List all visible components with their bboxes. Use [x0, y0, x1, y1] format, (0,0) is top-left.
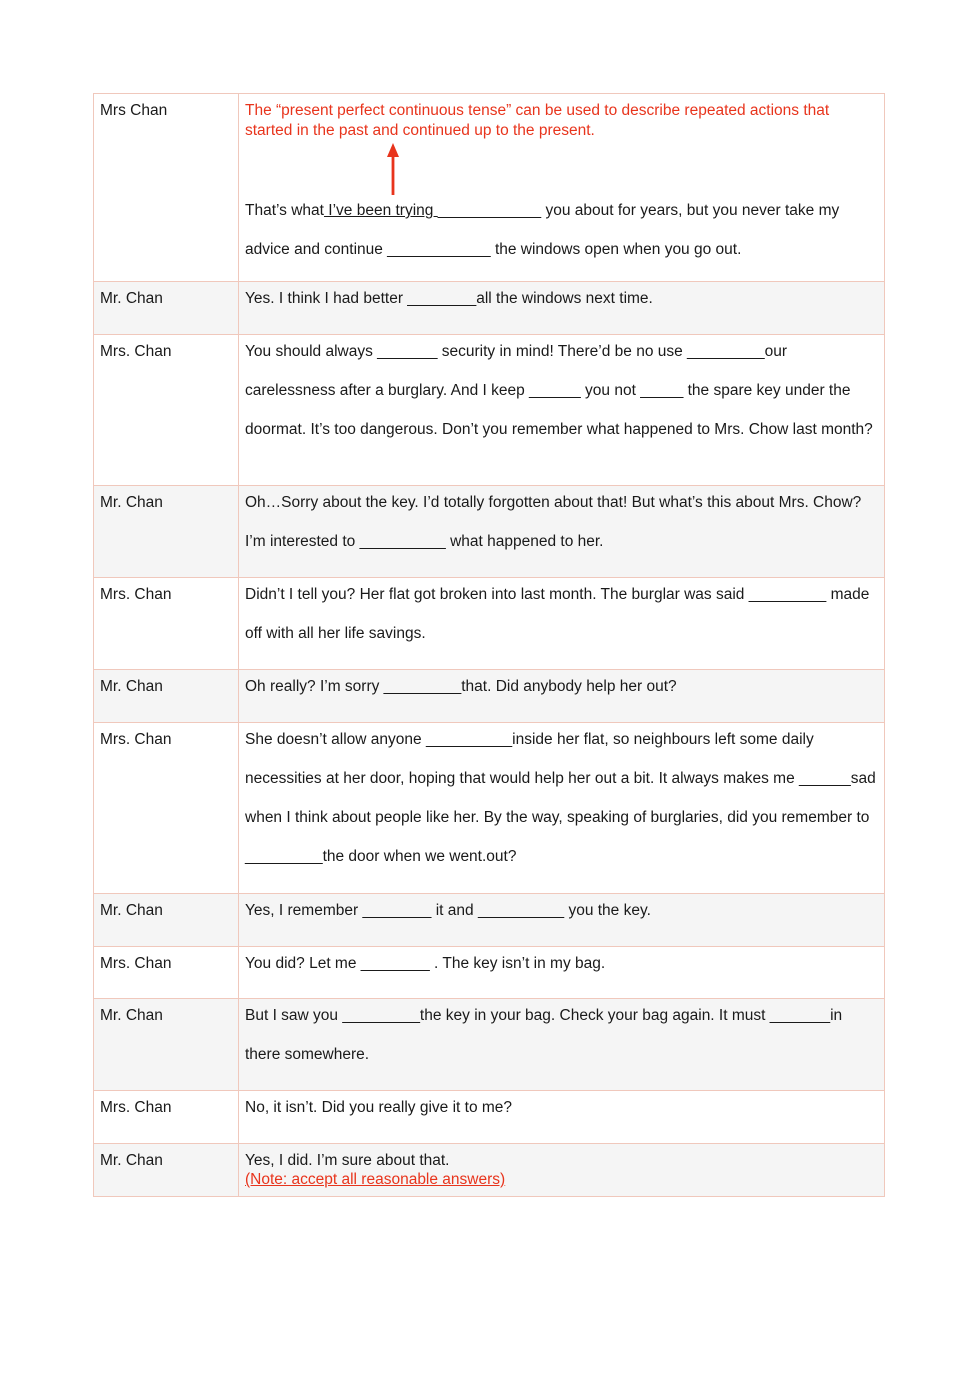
speaker-name: Mrs. Chan	[100, 955, 172, 972]
grammar-annotation: The “present perfect continuous tense” can be used to describe repeated actions that started in the past and continued up to the present.	[245, 102, 830, 139]
line-post: ____________ you about for years, but you never take my advice and continue ____________ the windows open when you go out.	[245, 202, 840, 258]
speaker-name: Mrs. Chan	[100, 586, 172, 603]
line-text: Yes, I did. I’m sure about that.	[245, 1152, 450, 1169]
table-row	[94, 282, 885, 335]
line-cell	[239, 578, 885, 670]
line-text: No, it isn’t. Did you really give it to me?	[245, 1099, 513, 1116]
speaker-cell	[94, 1091, 239, 1144]
line-cell	[239, 335, 885, 486]
line-text	[245, 191, 878, 269]
line-text: She doesn’t allow anyone __________inside her flat, so neighbours left some daily necessities at her door, hoping that would help her out a bit. It always makes me ______sad when I think about people like her. By the way, speaking of burglaries, did you remember to _________the door when we went.out?	[245, 731, 876, 865]
speaker-cell	[94, 94, 239, 282]
table-row	[94, 1091, 885, 1144]
speaker-cell	[94, 335, 239, 486]
speaker-name: Mr. Chan	[100, 1152, 163, 1169]
answer-note: (Note: accept all reasonable answers)	[245, 1171, 506, 1188]
table-row	[94, 486, 885, 578]
line-text: Yes, I remember ________ it and __________ you the key.	[245, 902, 651, 919]
speaker-cell	[94, 894, 239, 947]
speaker-name: Mr. Chan	[100, 290, 163, 307]
speaker-cell	[94, 723, 239, 894]
speaker-cell	[94, 947, 239, 999]
line-text: Didn’t I tell you? Her flat got broken into last month. The burglar was said _________ made off with all her life savings.	[245, 586, 870, 642]
line-pre: That’s what	[245, 202, 324, 219]
line-cell	[239, 282, 885, 335]
speaker-name: Mr. Chan	[100, 494, 163, 511]
speaker-cell	[94, 282, 239, 335]
speaker-name: Mr. Chan	[100, 678, 163, 695]
table-row	[94, 335, 885, 486]
table-row	[94, 578, 885, 670]
line-cell	[239, 1144, 885, 1197]
table-row	[94, 894, 885, 947]
arrow-area	[245, 141, 878, 191]
speaker-name: Mr. Chan	[100, 902, 163, 919]
line-text: Oh…Sorry about the key. I’d totally forgotten about that! But what’s this about Mrs. Chow? I’m interested to __________ what happened to her.	[245, 494, 862, 550]
line-cell	[239, 894, 885, 947]
line-text: You did? Let me ________ . The key isn’t in my bag.	[245, 955, 606, 972]
up-arrow-icon	[387, 143, 399, 195]
speaker-cell	[94, 578, 239, 670]
line-cell	[239, 670, 885, 723]
table-row	[94, 1144, 885, 1197]
line-cell	[239, 486, 885, 578]
speaker-name: Mrs Chan	[100, 102, 168, 119]
line-text: But I saw you _________the key in your bag. Check your bag again. It must _______in there somewhere.	[245, 1007, 843, 1063]
speaker-cell	[94, 999, 239, 1091]
speaker-cell	[94, 670, 239, 723]
speaker-name: Mrs. Chan	[100, 343, 172, 360]
table-row	[94, 723, 885, 894]
line-cell	[239, 723, 885, 894]
table-row	[94, 670, 885, 723]
line-text: Oh really? I’m sorry _________that. Did anybody help her out?	[245, 678, 677, 695]
speaker-name: Mrs. Chan	[100, 1099, 172, 1116]
line-cell	[239, 1091, 885, 1144]
speaker-cell	[94, 486, 239, 578]
table-row	[94, 94, 885, 282]
line-cell	[239, 999, 885, 1091]
line-cell	[239, 947, 885, 999]
dialogue-table	[93, 93, 885, 1197]
line-text: You should always _______ security in mind! There’d be no use _________our carelessness after a burglary. And I keep ______ you not _____ the spare key under the doormat. It’s too dangerous. Don’t you remember what happened to Mrs. Chow last month?	[245, 343, 873, 438]
table-row	[94, 999, 885, 1091]
speaker-name: Mr. Chan	[100, 1007, 163, 1024]
line-text: Yes. I think I had better ________all the windows next time.	[245, 290, 653, 307]
speaker-cell	[94, 1144, 239, 1197]
speaker-name: Mrs. Chan	[100, 731, 172, 748]
table-row	[94, 947, 885, 999]
line-cell	[239, 94, 885, 282]
model-answer: I’ve been trying	[323, 202, 438, 219]
